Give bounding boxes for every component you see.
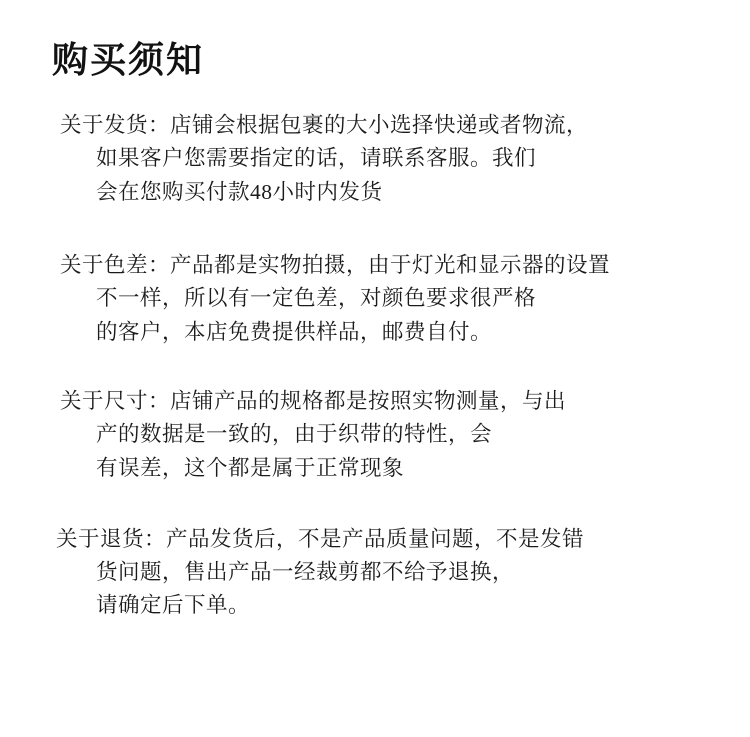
section-size xyxy=(52,385,698,485)
section-shipping xyxy=(52,109,698,209)
section-return-line-2: 货问题，售出产品一经裁剪都不给予退换， xyxy=(96,560,515,585)
page-title: 购买须知 xyxy=(52,40,205,81)
section-color-difference-line-1: 关于色差：产品都是实物拍摄，由于灯光和显示器的设置 xyxy=(60,252,611,277)
section-color-difference-line-2: 不一样，所以有一定色差，对颜色要求很严格 xyxy=(96,286,537,311)
section-return-line-3: 请确定后下单。 xyxy=(96,593,251,618)
section-size-line-2: 产的数据是一致的，由于织带的特性，会 xyxy=(96,422,493,447)
section-return xyxy=(52,523,698,623)
section-shipping-line-2: 如果客户您需要指定的话，请联系客服。我们 xyxy=(96,146,537,171)
section-shipping-line-1: 关于发货：店铺会根据包裹的大小选择快递或者物流， xyxy=(60,113,589,137)
section-size-line-1: 关于尺寸：店铺产品的规格都是按照实物测量，与出 xyxy=(60,388,567,413)
section-shipping-line-3: 会在您购买付款48小时内发货 xyxy=(96,179,383,204)
section-return-line-1: 关于退货：产品发货后，不是产品质量问题，不是发错 xyxy=(56,526,585,551)
section-color-difference xyxy=(52,249,698,349)
section-color-difference-line-3: 的客户，本店免费提供样品，邮费自付。 xyxy=(96,319,493,344)
section-size-line-3: 有误差，这个都是属于正常现象 xyxy=(96,455,405,480)
notice-sections xyxy=(52,109,698,623)
